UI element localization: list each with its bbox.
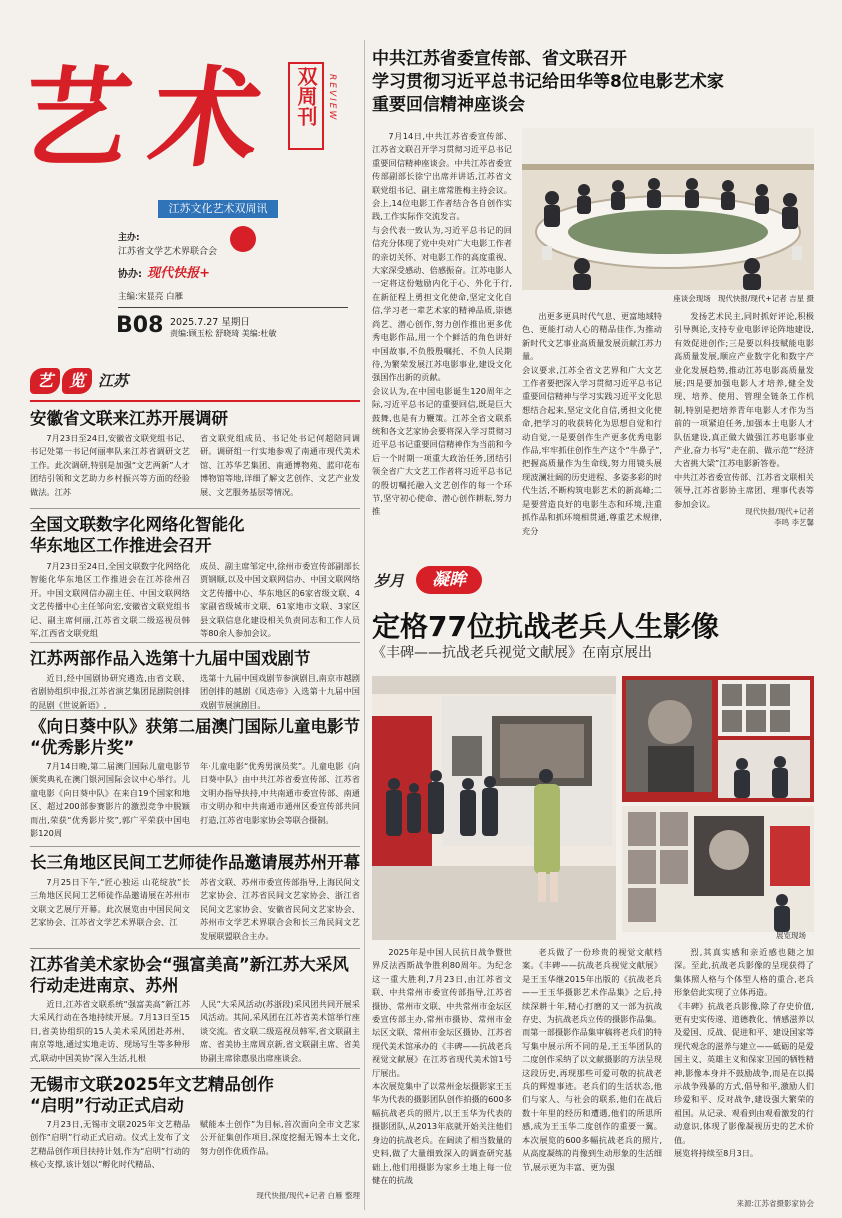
news-item-4	[30, 716, 360, 839]
feature-photo-caption: 展览现场	[776, 931, 806, 940]
lead-col-1: 7月14日,中共江苏省委宣传部、江苏省文联召开学习贯彻习近平总书记重要回信精神座谈会。中共江苏省委宣传部副部长徐宁出席并讲话,江苏省文联党组书记、副主席常胜梅主持会议。会上,14位电影工作者结合各自创作实践,工作实际作交流发言。 与会代表一致认为,习近平总书记的回信充分体现了党中央对广大电影工作者的亲切关怀、对电影工作的高度重视、大家深受感动、倍感振奋。江苏电影人一定将这份勉励内化于心、外化于行,在新征程上勇担文化使命,坚定文化自信,学习老一辈艺术家的精神品质,崇德尚艺、潜心创作,努力创作推出更多优秀电影作品,用一个个鲜活的角色讲好中国故事,不负殷殷嘱托、不负人民期待,为繁荣发展江苏电影事业,建设文化强国作出新的贡献。 会议认为,在中国电影诞生120周年之际,习近平总书记的重要回信,既是巨大鼓舞,也是有力鞭策。江苏全省文联系统和各文艺家协会要将深入学习贯彻习近平总书记重要回信精神作为当前和今后一个时期一项重大政治任务,团结引领全省广大文艺工作者将习近平总书记的殷切嘱托融入文艺创作的每一个环节,坚守初心使命、潜心创作耕耘,努力推	[372, 131, 512, 517]
sponsor-logo-icon	[230, 226, 256, 252]
lead-photo	[522, 128, 814, 290]
biweekly-label: 双周刊	[294, 66, 318, 126]
editor-line: 主编:宋显亮 白雁	[118, 292, 184, 302]
photo-wall-illustration	[622, 806, 814, 932]
masthead	[13, 34, 352, 354]
feature-title: 定格77位抗战老兵人生影像	[372, 610, 719, 643]
masthead-subtitle: 江苏文化艺术双周讯	[158, 200, 278, 218]
news-body-right: 年·儿童电影“优秀男演员奖”。儿童电影《向日葵中队》由中共江苏省委宣传部、江苏省文明办指导扶持,中共南通市委宣传部、南通市文明办和中共南通市通州区委宣传部共同打造,江苏省电影家协会等联合摄制。	[200, 761, 360, 825]
news-item-1	[30, 408, 360, 497]
news-title: 《向日葵中队》获第二届澳门国际儿童电影节 “优秀影片奖”	[30, 717, 360, 757]
news-body-left: 近日,江苏省文联系统“强富美高”新江苏大采风行动在各地持续开展。7月13日至15日,省美协组织的15人美术采风团赴苏州、南京等地,通过实地走访、现场写生等多种形式,联动中国美协“深入生活,扎根	[30, 999, 190, 1063]
section-header-yilan	[30, 366, 160, 396]
date-line: 2025.7.27 星期日	[170, 317, 250, 328]
feature-col-1: 2025年是中国人民抗日战争暨世界反法西斯战争胜利80周年。为纪念这一重大胜利,7月23日,由江苏省文联、中共常州市委宣传部指导,江苏省摄协、常州市文联、中共常州市金坛区委宣传部主办,常州市摄协、常州市金坛区文联、常州市金坛区摄协、江苏省现代美术馆承办的《丰碑——抗战老兵视觉文献展》在江苏省现代美术馆1号厅展出。 本次展览集中了以常州金坛摄影家王玉华为代表的摄影团队创作拍摄的600多幅抗战老兵的照片,以王玉华为代表的摄影团队,从2013年底就开始关注他们身边的抗战老兵。在阔读了相当数量的史料,做了大量细致深入的调查研究基础上,他们用摄影为家乡土地上每一位健在的抗战	[372, 947, 512, 1185]
yilan-badge-1: 艺	[30, 368, 60, 394]
news-body-left: 7月23日,无锡市文联2025年文艺精品创作“启明”行动正式启动。仪式上发布了文艺精品创作项目扶持计划,作为“启明”行动的核心支撑,该计划以“孵化时代精品、	[30, 1119, 190, 1170]
meeting-photo-illustration	[522, 128, 814, 290]
page-number: B08	[116, 313, 164, 338]
news-body-right: 赋能本土创作”为目标,首次面向全市文艺家公开征集创作项目,深度挖掘无锡本土文化,努力创作优质作品。	[200, 1119, 360, 1156]
news-item-2	[30, 514, 360, 639]
news-body-right: 人民”大采风活动(苏浙段)采风团共同开展采风活动。其间,采风团在江苏省美术馆举行座谈交流。省文联二级巡视员韩军,省文联副主席、省美协主席周京新,省文联副主席、省美协副主席徐惠泉出席座谈会。	[200, 999, 360, 1063]
feature-subtitle: 《丰碑——抗战老兵视觉文献展》在南京展出	[372, 645, 652, 661]
news-item-5	[30, 852, 360, 941]
kicker-badge: 凝眸	[416, 566, 482, 594]
biweekly-stamp	[288, 62, 324, 150]
news-title: 长三角地区民间工艺师徒作品邀请展苏州开幕	[30, 853, 360, 872]
news-body-left: 7月23日至24日,全国文联数字化网络化智能化华东地区工作推进会在江苏徐州召开。中国文联网信办副主任、中国文联网络文艺传播中心主任邹向宏,安徽省文联党组书记、副主席何丽,江苏省文联二级巡视员韩军,江西省文联党组	[30, 561, 190, 639]
news-title: 江苏省美术家协会“强富美高”新江苏大采风 行动走进南京、苏州	[30, 955, 349, 995]
news-item-3	[30, 648, 360, 710]
news-body-left: 近日,经中国剧协研究遴选,由省文联、省剧协组织申报,江苏省演艺集团昆剧院创排的昆剧《世说新语》,	[30, 673, 190, 710]
news-title: 江苏两部作品入选第十九届中国戏剧节	[30, 649, 311, 668]
news-body-right: 苏省文联、苏州市委宣传部指导,上海民间文艺家协会、江苏省民间文艺家协会、浙江省民间文艺家协会、安徽省民间文艺家协会、苏州市文学艺术界联合会和长三角民间文艺发展联盟联合主办。	[200, 877, 360, 941]
feature-photo-main	[372, 676, 616, 940]
feature-photo-wall	[622, 806, 814, 932]
co-org-name: 现代快报+	[147, 266, 210, 281]
lead-photo-caption: 座谈会现场 现代快报/现代+记者 吉星 摄	[673, 294, 814, 303]
review-label: REVIEW	[327, 74, 337, 122]
news-title: 安徽省文联来江苏开展调研	[30, 409, 228, 428]
news-body-right: 省文联党组成员、书记处书记何超陪同调研。调研组一行实地参观了南通市现代美术馆、江苏华艺集团、南通博物苑、蓝印花布博物馆等地,详细了解文艺创作、文艺产业发展、文艺服务基层等情况。	[200, 433, 360, 497]
exhibition-hall-illustration	[372, 676, 616, 940]
lead-col-2: 出更多更具时代气息、更富地域特色、更能打动人心的精品佳作,为推动新时代文艺事业高质量发展贡献江苏力量。 会议要求,江苏全省文艺界和广大文艺工作者要把深入学习贯彻习近平总书记重要回信精神与学习实践习近平文化思想结合起来,坚定文化自信,勇担文化使命,把学习的收获转化为思想自觉和行动自觉,一是要创作生产更多优秀电影作品,牢牢抓住创作生产这个“牛鼻子”,把握高质量作为生命线,努力用镜头展现波澜壮阔的历史进程、多姿多彩的时代生活,不断构筑电影艺术的新高峰;二是要营造良好的电影生态和环境,注重抓作品和抓环境相贯通,尊重艺术规律,充分	[522, 311, 662, 536]
kicker-text-1: 岁月	[374, 572, 405, 590]
staff-line: 责编:顾玉松 舒晓琦 美编:杜敏	[170, 329, 277, 338]
news-item-7	[30, 1074, 360, 1200]
news-body-right: 成员、副主席邹定中,徐州市委宣传部副部长贾钢顺,以及中国文联网信办、中国文联网络文艺传播中心、华东地区的6家省级文联、4家副省级城市文联、61家地市文联、3家区县文联信息化建设相关负责同志和工作人员等80余人参加会议。	[200, 561, 360, 639]
sponsor-name: 江苏省文学艺术界联合会	[118, 247, 218, 257]
lead-credit-1: 现代快报/现代+记者	[745, 507, 814, 516]
masthead-logo: 艺 术	[13, 56, 261, 182]
feature-col-3: 烈,其真实感和亲近感也随之加深。至此,抗战老兵影像的呈现获得了集体照人格与个体型人格的重合,老兵形象倍此实现了立体再造。 《丰碑》抗战老兵影像,除了存史价值,更有史实传递、道德教化、情感滋养以及爱国、反战、促进和平、建设国家等现代观念的滋养与建立——砥砺的是爱国主义、英雄主义和保家卫国的牺牲精神,影像本身并不鼓励战争,而是在以揭示战争残暴的方式,倡导和平,激励人们珍爱和平、反对战争,建设强大繁荣的祖国。从记录、观看到由观看激发的行动意识,体现了影像凝视历史的艺术价值。 展览将持续至8月3日。	[674, 947, 814, 1159]
news-item-6	[30, 954, 360, 1063]
feature-kicker	[374, 566, 674, 596]
lead-title: 中共江苏省委宣传部、省文联召开 学习贯彻习近平总书记给田华等8位电影艺术家 重要回信精神座谈会	[372, 49, 724, 115]
veteran-portrait-illustration	[622, 676, 814, 802]
news-body-left: 7月23日至24日,安徽省文联党组书记、书记处第一书记何丽率队来江苏省调研文艺工作。此次调研,特别是加强“文艺两新”人才团结引领和文艺助力乡村振兴等方面的经验做法。江苏	[30, 433, 190, 497]
news-body-right: 选第十九届中国戏剧节参演剧目,南京市越剧团创排的越剧《凤迭帝》入选第十九届中国戏剧节展演剧目。	[200, 673, 360, 710]
feature-photo-portrait	[622, 676, 814, 802]
feature-col-2: 老兵做了一份珍贵的视觉文献档案。《丰碑——抗战老兵视觉文献展》是王玉华继2015年出版的《抗战老兵——王玉华摄影艺术作品集》之后,持续深耕十年,精心打磨的又一部为抗战存史、为抗战老兵立传的摄影作品集。 而第一部摄影作品集审稿将老兵们的特写集中展示所不同的是,王玉华团队的二度创作采纳了以文献摄影的方法呈现这段历史,再现那些可爱可敬的抗战老兵的辉煌事迹。老兵们的生活状态,他们与家人、与社会的联系,他们在战后数十年里的经历和遭遇,他们的所思所感,成为王玉华二度创作的重要一翼。本次展览的600多幅抗战老兵的照片,从高度凝练的肖像到生动形象的生活细节,展示更为丰富、更为强	[522, 947, 662, 1172]
feature-source: 来源:江苏省摄影家协会	[736, 1199, 814, 1208]
news-title: 全国文联数字化网络化智能化 华东地区工作推进会召开	[30, 515, 245, 555]
sponsor-block	[118, 230, 288, 257]
news-body-left: 7月25日下午,“匠心独运 山花绽放”长三角地区民间工艺师徒作品邀请展在苏州市文联文艺展厅开幕。此次展览由中国民间文艺家协会、江苏省文学艺术界联合会、江	[30, 877, 190, 928]
sponsor-label: 主办:	[118, 233, 140, 243]
news-credit: 现代快报/现代+记者 白雁 整理	[256, 1191, 360, 1200]
news-title: 无锡市文联2025年文艺精品创作 “启明”行动正式启动	[30, 1075, 274, 1115]
lead-col-3: 发扬艺术民主,同时抓好评论,积极引导舆论,支持专业电影评论阵地建设,有效促进创作;三是要以科技赋能电影高质量发展,顺应产业数字化和数字产业化发展趋势,推动江苏电影高质量发展;四是要加强电影人才培养,健全发现、培养、使用、管理全链条工作机制,特别是把培养青年电影人才作为当前的一项紧迫任务,加强本土电影人才队伍建设,真正做大做强江苏电影事业产业,奋力书写“走在前、做示范”“经济大省挑大梁”江苏电影新答卷。 中共江苏省委宣传部、江苏省文联相关领导,江苏省影协主席团、理事代表等参加会议。	[674, 311, 814, 509]
yilan-badge-2: 览	[62, 368, 92, 394]
news-body-left: 7月14日晚,第二届澳门国际儿童电影节颁奖典礼在澳门银河国际会议中心举行。儿童电影《向日葵中队》在来自19个国家和地区、超过200部参赛影片的激烈竞争中脱颖而出,荣获“优秀影片奖”,郭广平荣获中国电影120周	[30, 761, 190, 839]
yilan-region: 江苏	[98, 372, 129, 390]
co-org-block	[118, 262, 288, 281]
lead-credit-2: 李鸣 李艺馨	[774, 518, 814, 527]
co-org-label: 协办:	[118, 269, 142, 280]
